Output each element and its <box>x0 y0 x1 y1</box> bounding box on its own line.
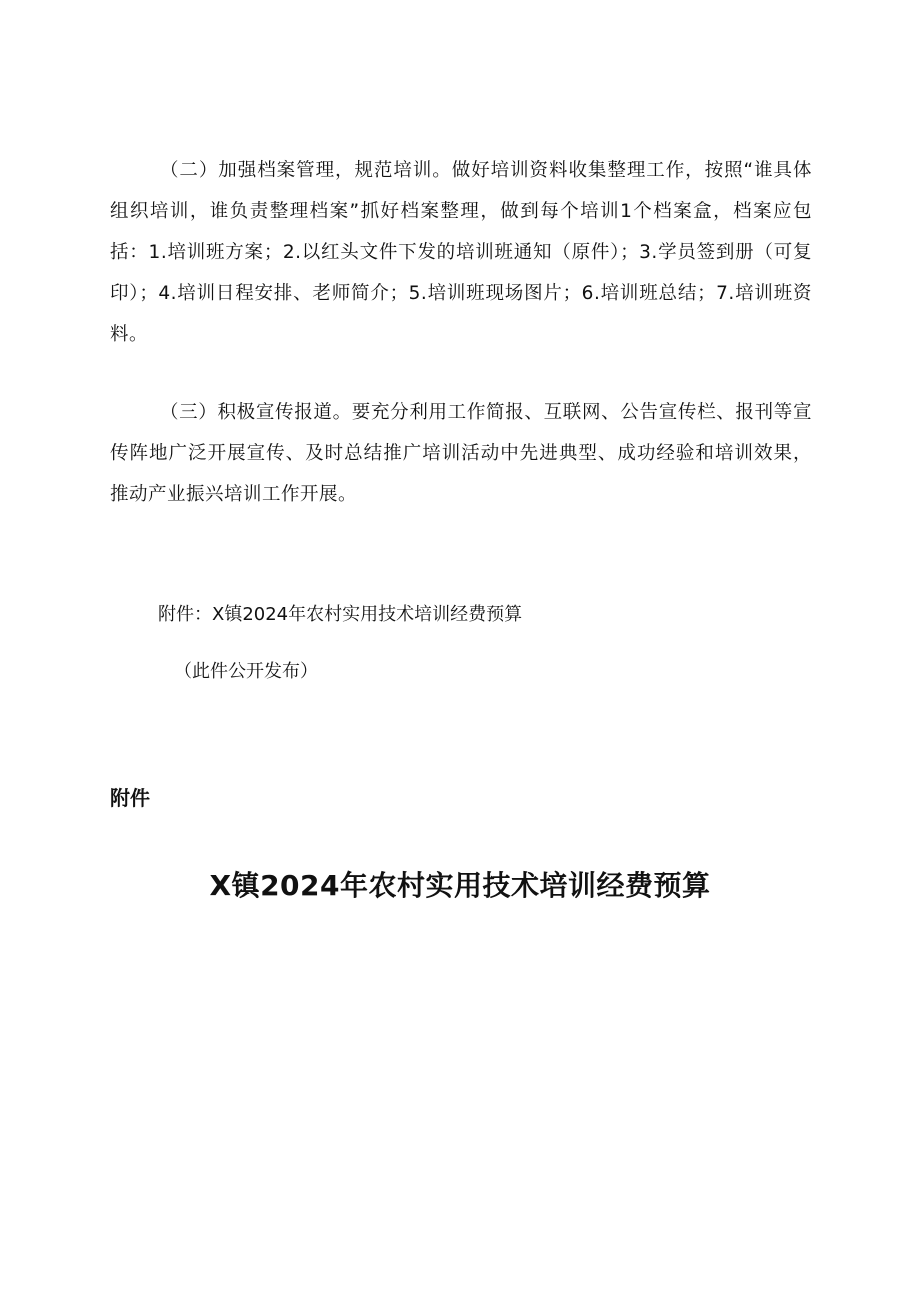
section-3-paragraph: （三）积极宣传报道。要充分利用工作简报、互联网、公告宣传栏、报刊等宣传阵地广泛开展宣传、及时总结推广培训活动中先进典型、成功经验和培训效果，推动产业振兴培训工作开展。 <box>110 402 812 505</box>
public-release-note: （此件公开发布） <box>174 661 318 682</box>
attachment-heading: 附件 <box>110 786 150 810</box>
attachment-title: X镇2024年农村实用技术培训经费预算 <box>209 869 711 902</box>
attachment-reference: 附件：X镇2024年农村实用技术培训经费预算 <box>158 604 523 625</box>
section-2-paragraph: （二）加强档案管理，规范培训。做好培训资料收集整理工作，按照“谁具体组织培训，谁负责整理档案”抓好档案整理，做到每个培训1个档案盒，档案应包括：1.培训班方案；2.以红头文件下发的培训班通知（原件）；3.学员签到册（可复印）；4.培训日程安排、老师简介；5.培训班现场图片；6.培训班总结；7.培训班资料。 <box>110 160 812 345</box>
